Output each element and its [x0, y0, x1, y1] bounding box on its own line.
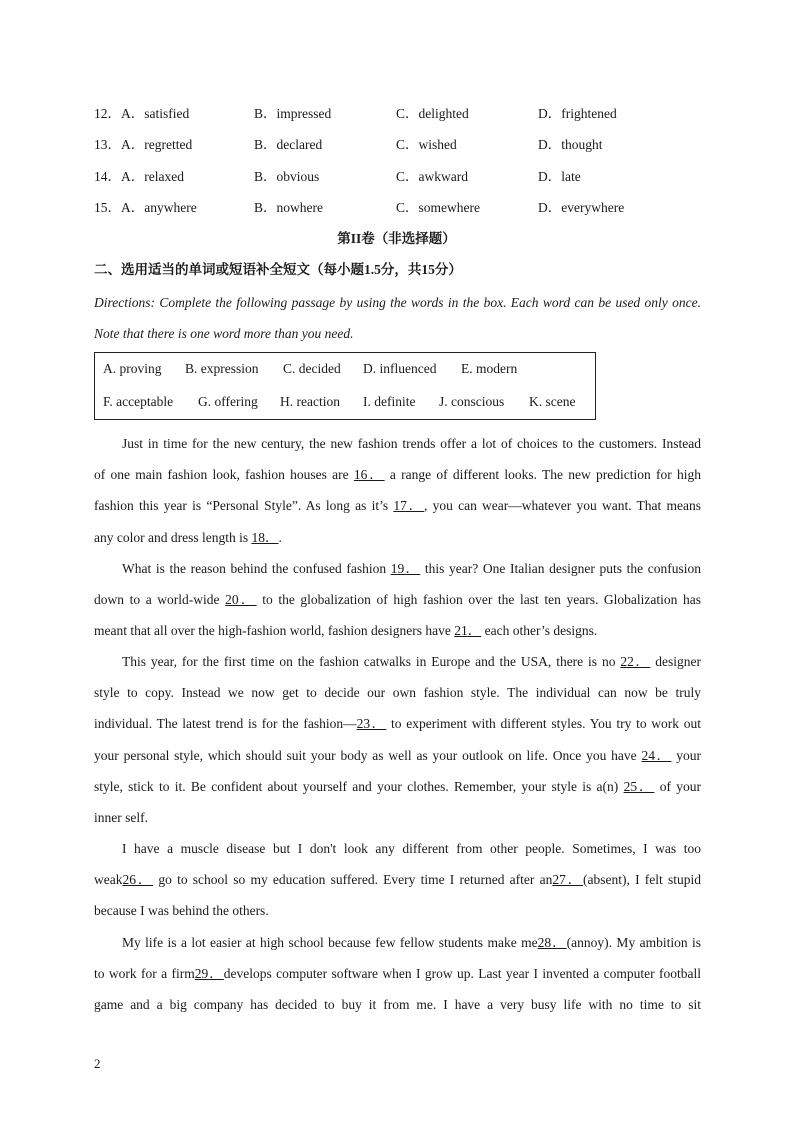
text-line: Just in time for the new century, the new fashion trends offer a lot of choices to the customers. Instead [122, 436, 701, 451]
word-box [94, 352, 596, 420]
blank-20[interactable]: 20． [225, 592, 257, 608]
paragraph-3 [94, 646, 701, 833]
part-title: 二、选用适当的单词或短语补全短文（每小题1.5分，共15分） [94, 262, 462, 277]
option-d: D．late [538, 169, 581, 184]
text-line: your personal style, which should suit your body as well as your outlook on life. Once you have 24． your [94, 747, 702, 763]
question-12-options [94, 102, 714, 122]
text-line: weak26． go to school so my education suffered. Every time I returned after an27．(absent), I felt stupid [94, 872, 701, 888]
text-line: style, stick to it. Be confident about yourself and your clothes. Remember, your style is a(n) 25． of your [94, 778, 701, 794]
blank-24[interactable]: 24． [641, 747, 672, 763]
text-line: fashion this year is “Personal Style”. As long as it’s 17．, you can wear—whatever you want. That means [94, 498, 702, 514]
word-option: H. reaction [280, 394, 340, 409]
option-d: D．frightened [538, 106, 617, 121]
word-option: J. conscious [439, 394, 505, 409]
blank-18[interactable]: 18． [251, 529, 279, 545]
blank-22[interactable]: 22． [620, 654, 651, 669]
option-b: B．impressed [254, 106, 332, 121]
option-b: B．declared [254, 137, 323, 152]
section-title: 第II卷（非选择题） [337, 231, 456, 246]
text-line: My life is a lot easier at high school because few fellow students make me28．(annoy). My ambition is [122, 935, 702, 950]
text-line: style to copy. Instead we now get to decide our own fashion style. The individual can now be truly [94, 685, 701, 701]
text-line: of one main fashion look, fashion houses are 16． a range of different looks. The new prediction for high [94, 467, 701, 483]
question-13-options [94, 133, 714, 153]
word-option: E. modern [461, 361, 518, 376]
text-line: any color and dress length is 18．. [94, 529, 282, 545]
option-c: C．wished [396, 137, 457, 152]
blank-28[interactable]: 28． [537, 935, 567, 950]
option-d: D．thought [538, 137, 603, 152]
word-option: B. expression [185, 361, 259, 376]
option-d: D．everywhere [538, 200, 625, 215]
option-a: 15．A．anywhere [94, 200, 197, 215]
word-option: D. influenced [363, 361, 437, 376]
text-line: because I was behind the others. [94, 903, 269, 919]
paragraph-2 [94, 553, 701, 647]
text-line: down to a world-wide 20． to the globalization of high fashion over the last ten years. Globalization has [94, 592, 702, 608]
text-line: individual. The latest trend is for the fashion—23． to experiment with different styles. You try to work out [94, 716, 702, 732]
word-option: G. offering [198, 394, 258, 409]
word-option: F. acceptable [103, 394, 174, 409]
paragraph-1 [94, 428, 701, 553]
blank-29[interactable]: 29． [194, 966, 224, 982]
blank-21[interactable]: 21． [454, 623, 482, 639]
option-c: C．delighted [396, 106, 469, 121]
option-c: C．awkward [396, 169, 468, 184]
option-a: 12．A．satisfied [94, 106, 190, 121]
option-b: B．obvious [254, 169, 320, 184]
blank-27[interactable]: 27． [552, 872, 584, 888]
blank-16[interactable]: 16． [353, 467, 385, 483]
blank-19[interactable]: 19． [390, 561, 421, 576]
page-number: 2 [94, 1056, 101, 1071]
text-line: to work for a firm29．develops computer software when I grow up. Last year I invented a computer football [94, 966, 701, 982]
paragraph-5 [94, 927, 701, 1021]
blank-23[interactable]: 23． [356, 716, 387, 732]
text-line: meant that all over the high-fashion world, fashion designers have 21． each other’s designs. [94, 623, 598, 639]
word-option: C. decided [283, 361, 341, 376]
directions: Directions: Complete the following passage by using the words in the box. Each word can be used only once. Note that there is one word more than you need. [94, 295, 701, 341]
question-14-options [94, 165, 714, 185]
blank-25[interactable]: 25． [623, 778, 655, 794]
blank-17[interactable]: 17． [393, 498, 425, 514]
blank-26[interactable]: 26． [122, 872, 154, 888]
text-line: This year, for the first time on the fashion catwalks in Europe and the USA, there is no 22． designer [122, 654, 701, 669]
text-line: game and a big company has decided to buy it from me. I have a very busy life with no time to sit [94, 997, 701, 1013]
text-line: I have a muscle disease but I don't look any different from other people. Sometimes, I was too [122, 841, 701, 856]
paragraph-4 [94, 833, 701, 927]
word-option: A. proving [103, 361, 162, 376]
question-15-options [94, 196, 714, 216]
option-c: C．somewhere [396, 200, 480, 215]
word-option: K. scene [529, 394, 576, 409]
option-b: B．nowhere [254, 200, 323, 215]
option-a: 13．A．regretted [94, 137, 193, 152]
word-option: I. definite [363, 394, 416, 409]
text-line: inner self. [94, 809, 148, 825]
option-a: 14．A．relaxed [94, 169, 184, 184]
text-line: What is the reason behind the confused fashion 19． this year? One Italian designer puts the confusion [122, 561, 701, 576]
